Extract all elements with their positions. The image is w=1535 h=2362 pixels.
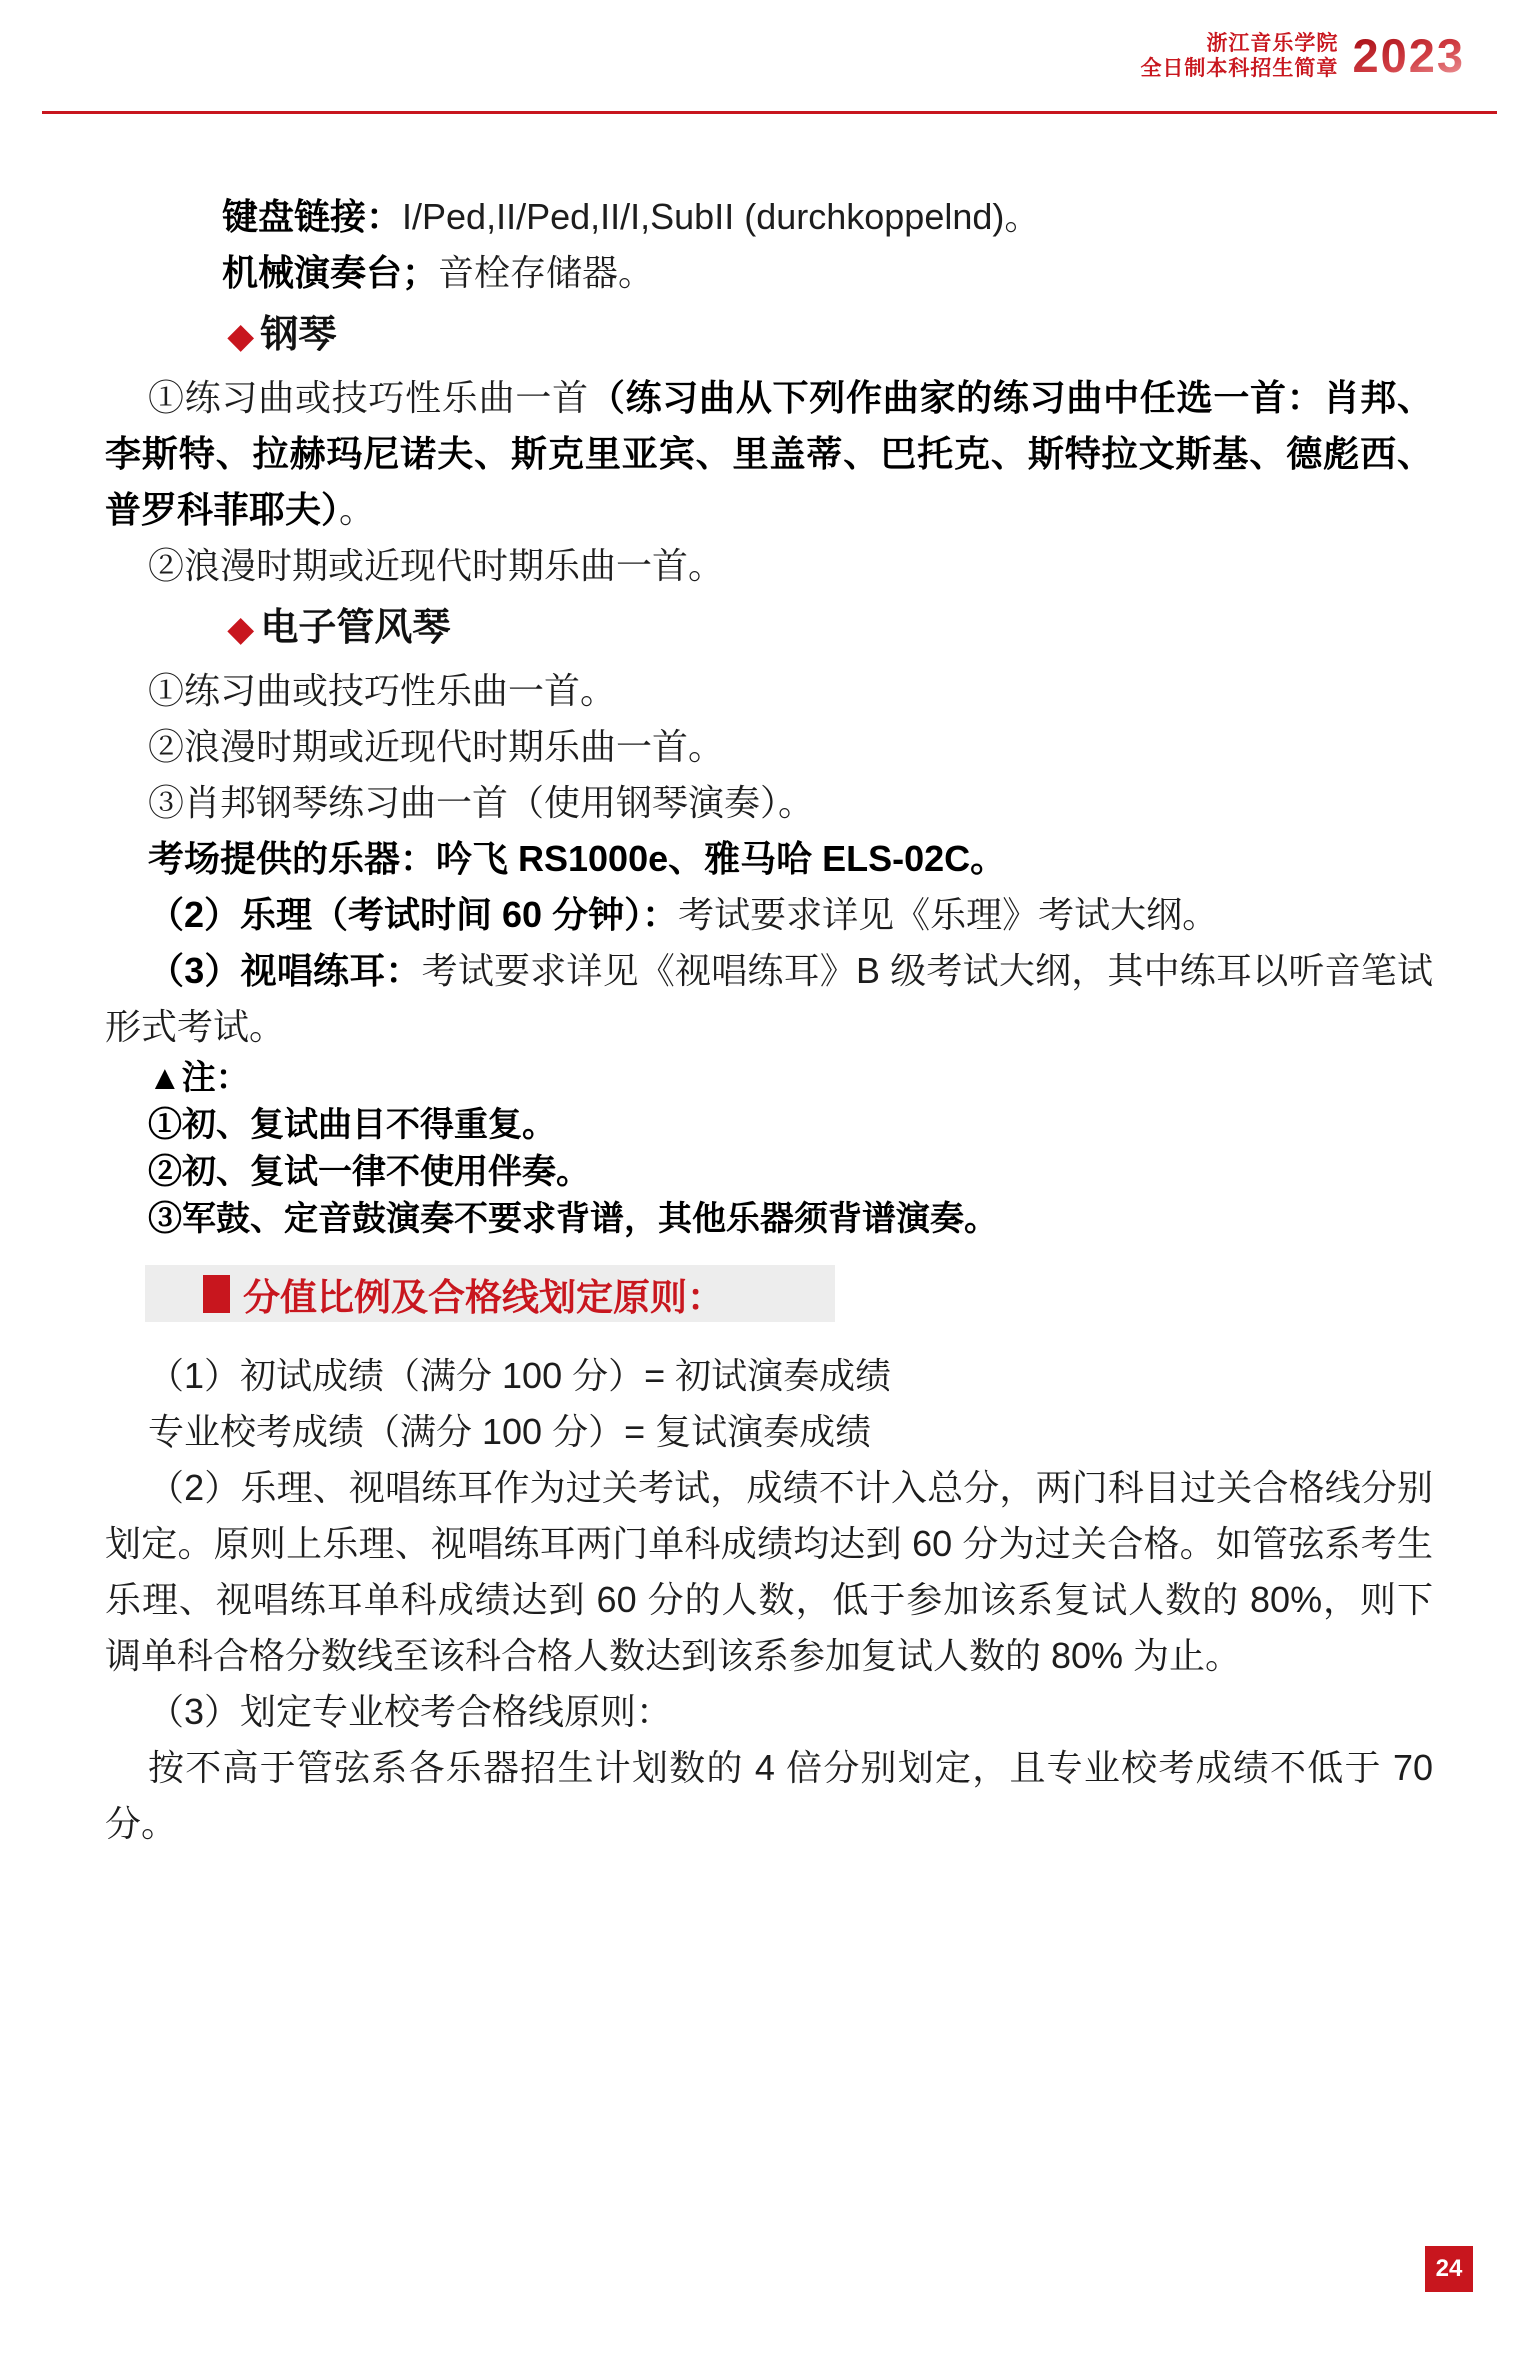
spec-line: [105, 189, 1433, 245]
instrument-heading-label: 电子管风琴: [260, 607, 451, 649]
instrument-heading-label: 钢琴: [260, 314, 337, 356]
paragraph: [105, 370, 1433, 538]
text-segment: ①初、复试曲目不得重复。: [148, 1106, 556, 1144]
section-title: 分值比例及合格线划定原则：: [243, 1276, 724, 1318]
text-segment: （练习曲从下列作曲家的练习曲中任选一首：肖邦、李斯特、拉赫玛尼诺夫、斯克里亚宾、里盖蒂、巴托克、斯特拉文斯基、德彪西、普罗科菲耶夫）: [105, 377, 1433, 530]
note-line: [105, 1196, 1433, 1243]
paragraph: [105, 1684, 1433, 1740]
year-badge: 2023: [1352, 29, 1465, 82]
text-segment: 音栓存储器。: [438, 252, 655, 293]
section-header-bar: [145, 1265, 835, 1322]
paragraph: [105, 1348, 1433, 1404]
text-segment: ①练习曲或技巧性乐曲一首。: [148, 670, 617, 711]
text-segment: 机械演奏台；: [222, 252, 439, 293]
paragraph: [105, 1740, 1433, 1852]
text-segment: ②浪漫时期或近现代时期乐曲一首。: [148, 726, 725, 767]
note-line: [105, 1149, 1433, 1196]
masthead: [1140, 28, 1465, 83]
instrument-heading: [105, 303, 1433, 368]
text-segment: （2）乐理（考试时间 60 分钟）：: [148, 894, 679, 935]
text-segment: 考试要求详见《视唱练耳》B 级考试大纲，其中练耳以听音笔试形式考试。: [105, 950, 1434, 1047]
instrument-heading: [105, 596, 1433, 661]
text-segment: ②初、复试一律不使用伴奏。: [148, 1153, 590, 1191]
paragraph: [105, 775, 1433, 831]
text-segment: ②浪漫时期或近现代时期乐曲一首。: [148, 545, 725, 586]
text-segment: 键盘链接：: [222, 196, 403, 237]
paragraph: [105, 719, 1433, 775]
text-segment: 专业校考成绩（满分 100 分）= 复试演奏成绩: [148, 1411, 872, 1452]
diamond-icon: ◆: [228, 610, 254, 647]
text-segment: （2）乐理、视唱练耳作为过关考试，成绩不计入总分，两门科目过关合格线分别划定。原则上乐理、视唱练耳两门单科成绩均达到 60 分为过关合格。如管弦系考生乐理、视唱练耳单科成绩达到 60 分的人数，低于参加该系复试人数的 80%，则下调单科合格分数线至该科合格人数达到该系参加复试人数的 80% 为止。: [105, 1467, 1433, 1676]
content-blocks: [105, 189, 1433, 1852]
text-segment: 考试要求详见《乐理》考试大纲。: [678, 894, 1219, 935]
paragraph: [105, 831, 1433, 887]
org-title-block: [1140, 31, 1338, 81]
text-segment: （3）划定专业校考合格线原则：: [148, 1691, 673, 1732]
text-segment: 。: [339, 489, 376, 530]
text-segment: 考场提供的乐器：吟飞 RS1000e、雅马哈 ELS-02C。: [148, 838, 1007, 879]
diamond-icon: ◆: [228, 317, 254, 354]
text-segment: （1）初试成绩（满分 100 分）= 初试演奏成绩: [148, 1355, 892, 1396]
spec-line: [105, 245, 1433, 301]
red-square-icon: [203, 1275, 230, 1313]
paragraph: [105, 538, 1433, 594]
text-segment: I/Ped,II/Ped,II/I,SubII (durchkoppelnd)。: [402, 196, 1041, 237]
org-name: 浙江音乐学院: [1206, 31, 1339, 55]
text-segment: ③肖邦钢琴练习曲一首（使用钢琴演奏）。: [148, 782, 815, 823]
org-subtitle: 全日制本科招生简章: [1140, 56, 1339, 80]
note-line: [105, 1055, 1433, 1102]
text-segment: ①练习曲或技巧性乐曲一首: [148, 377, 589, 418]
paragraph: [105, 887, 1433, 943]
paragraph: [105, 943, 1433, 1055]
paragraph: [105, 1404, 1433, 1460]
header-rule: [42, 111, 1497, 114]
text-segment: （3）视唱练耳：: [148, 950, 422, 991]
text-segment: ③军鼓、定音鼓演奏不要求背谱，其他乐器须背谱演奏。: [148, 1200, 998, 1238]
page-number-badge: 24: [1425, 2246, 1473, 2292]
paragraph: [105, 663, 1433, 719]
note-line: [105, 1102, 1433, 1149]
text-segment: 按不高于管弦系各乐器招生计划数的 4 倍分别划定，且专业校考成绩不低于 70 分。: [105, 1747, 1433, 1844]
text-segment: ▲注：: [148, 1059, 250, 1097]
paragraph: [105, 1460, 1433, 1684]
